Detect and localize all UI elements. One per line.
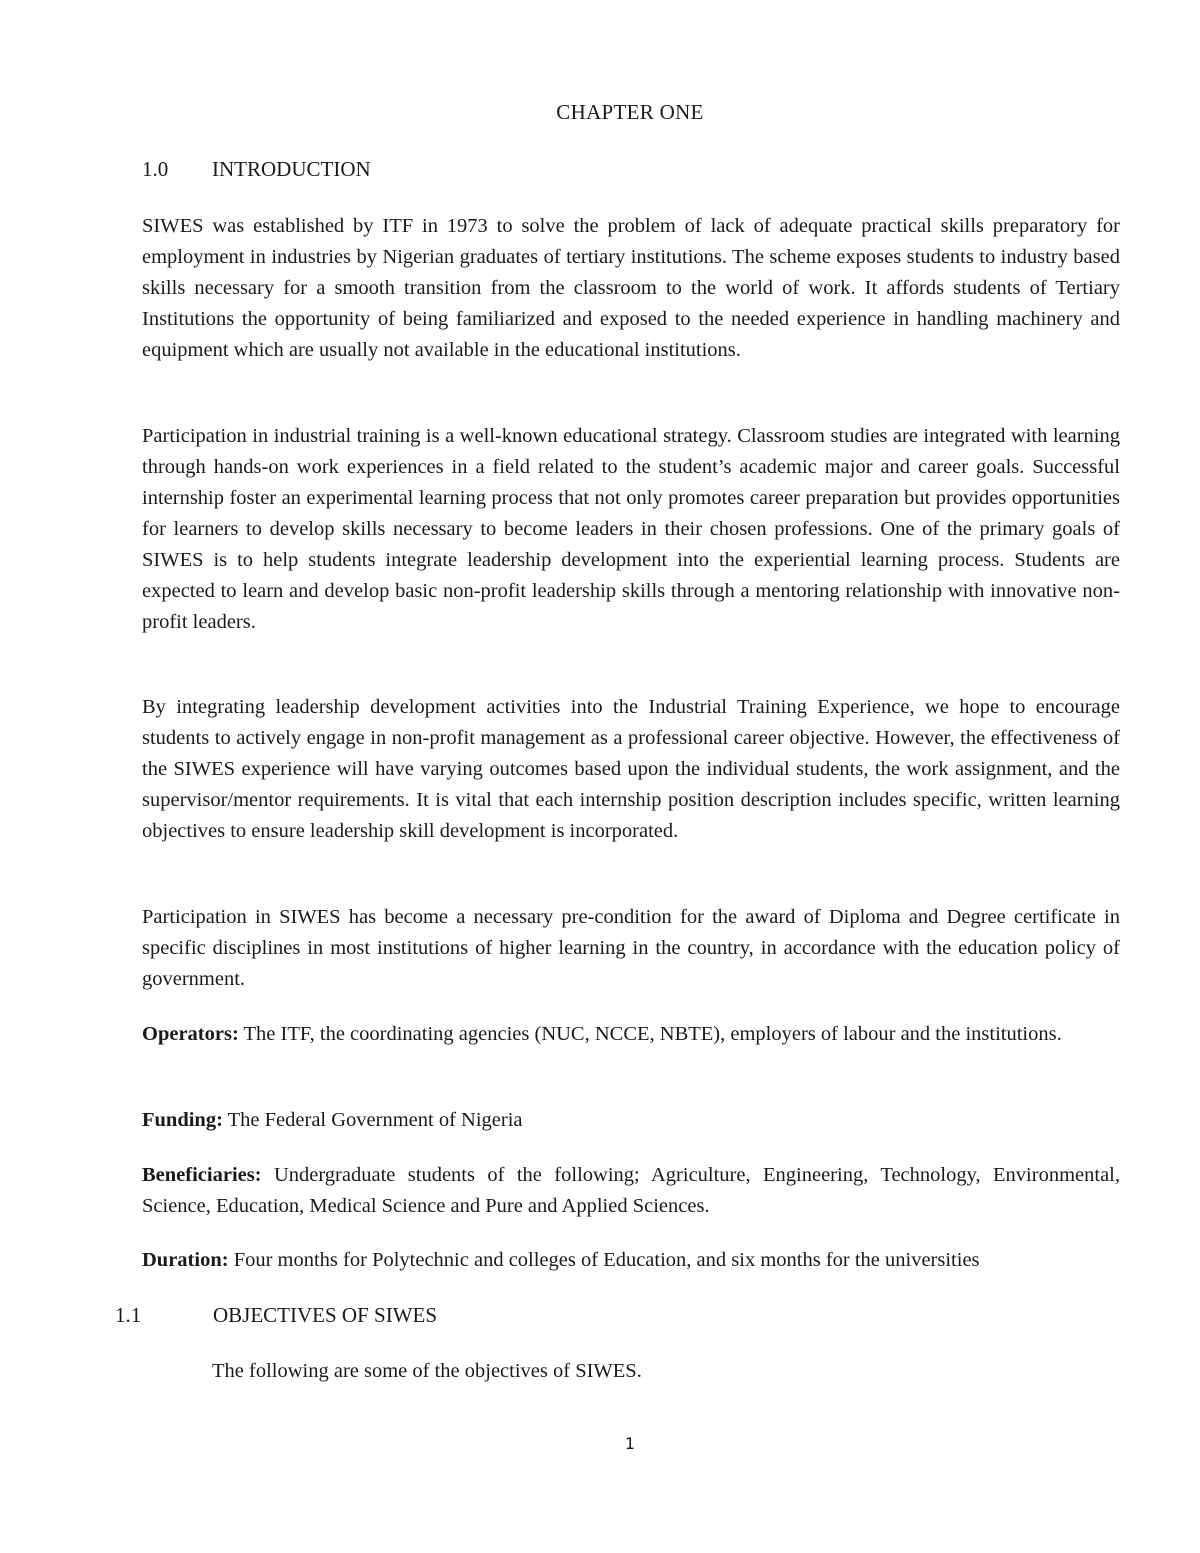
chapter-title: CHAPTER ONE [556, 100, 704, 124]
operators-text: The ITF, the coordinating agencies (NUC, NCCE, NBTE), employers of labour and the institutions. [238, 1023, 1062, 1045]
section-number: 1.1 [115, 1303, 142, 1327]
paragraph-participation-requirement: Participation in SIWES has become a necessary pre-condition for the award of Diploma and Degree certificate in specific disciplines in most institutions of higher learning in the country, in accordance with the education policy of government. [142, 906, 1120, 990]
funding-text: The Federal Government of Nigeria [222, 1109, 523, 1131]
section-title: INTRODUCTION [212, 157, 371, 181]
section-heading-objectives [115, 1303, 437, 1328]
duration-label: Duration: [142, 1249, 229, 1271]
beneficiaries-label: Beneficiaries: [142, 1164, 262, 1186]
section-number: 1.0 [142, 157, 169, 181]
paragraph-beneficiaries [142, 1160, 1120, 1222]
section-heading-introduction [142, 157, 371, 182]
operators-label: Operators: [142, 1023, 239, 1045]
beneficiaries-text: Undergraduate students of the following; Agriculture, Engineering, Technology, Environmental, Science, Education, Medical Science and Pure and Applied Sciences. [142, 1164, 1120, 1217]
paragraph-duration [142, 1245, 1142, 1276]
page-number: 1 [624, 1434, 636, 1453]
paragraph-funding [142, 1105, 1120, 1136]
funding-label: Funding: [142, 1109, 223, 1131]
paragraph-siwes-establishment: SIWES was established by ITF in 1973 to solve the problem of lack of adequate practical skills preparatory for employment in industries by Nigerian graduates of tertiary institutions. The scheme exposes students to industry based skills necessary for a smooth transition from the classroom to the world of work. It affords students of Tertiary Institutions the opportunity of being familiarized and exposed to the needed experience in handling machinery and equipment which are usually not available in the educational institutions. [142, 215, 1120, 361]
duration-text: Four months for Polytechnic and colleges of Education, and six months for the universities [228, 1249, 980, 1271]
paragraph-operators [142, 1019, 1120, 1050]
section-title: OBJECTIVES OF SIWES [213, 1303, 438, 1327]
paragraph-leadership-development: By integrating leadership development activities into the Industrial Training Experience, we hope to encourage students to actively engage in non-profit management as a professional career objective. However, the effectiveness of the SIWES experience will have varying outcomes based upon the individual students, the work assignment, and the supervisor/mentor requirements. It is vital that each internship position description includes specific, written learning objectives to ensure leadership skill development is incorporated. [142, 696, 1120, 842]
paragraph-industrial-training: Participation in industrial training is a well-known educational strategy. Classroom studies are integrated with learning through hands-on work experiences in a field related to the student’s academic major and career goals. Successful internship foster an experimental learning process that not only promotes career preparation but provides opportunities for learners to develop skills necessary to become leaders in their chosen professions. One of the primary goals of SIWES is to help students integrate leadership development into the experiential learning process. Students are expected to learn and develop basic non-profit leadership skills through a mentoring relationship with innovative non-profit leaders. [142, 425, 1120, 633]
paragraph-objectives-intro: The following are some of the objectives of SIWES. [212, 1360, 642, 1382]
